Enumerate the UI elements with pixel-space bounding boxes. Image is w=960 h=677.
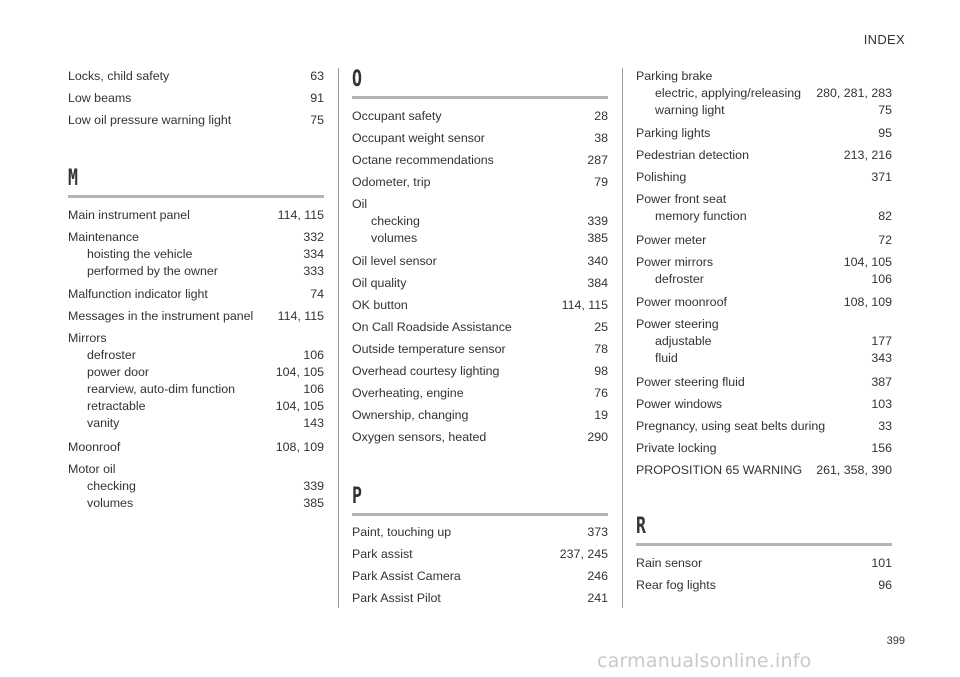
section-spacer bbox=[68, 131, 324, 167]
index-column-2 bbox=[352, 65, 608, 610]
section-letter-r: R bbox=[636, 514, 646, 539]
entry-label: Oil level sensor bbox=[352, 254, 437, 268]
entry-label: Power meter bbox=[636, 232, 707, 247]
subentry-pages: 339 bbox=[303, 478, 324, 493]
entry-pages: 340 bbox=[587, 254, 608, 268]
index-entry bbox=[352, 544, 608, 566]
entry-label: Malfunction indicator light bbox=[68, 287, 208, 301]
entry-pages: 103 bbox=[871, 396, 892, 411]
section-rule bbox=[636, 543, 892, 546]
index-entry-parent: Power steering bbox=[636, 317, 719, 331]
index-subentry bbox=[68, 246, 324, 263]
subentry-pages: 343 bbox=[871, 351, 892, 365]
entry-label: Pregnancy, using seat belts during bbox=[636, 418, 826, 433]
subentry-label: hoisting the vehicle bbox=[87, 246, 193, 261]
index-entry bbox=[352, 251, 608, 273]
index-entry bbox=[68, 436, 324, 458]
subentry-pages: 106 bbox=[303, 348, 324, 362]
subentry-label: defroster bbox=[87, 348, 136, 362]
entry-pages: 91 bbox=[310, 90, 324, 105]
section-rule bbox=[352, 513, 608, 516]
entry-pages: 156 bbox=[871, 440, 892, 455]
index-entry bbox=[636, 574, 892, 596]
column-divider bbox=[622, 68, 623, 608]
index-subentry bbox=[68, 398, 324, 415]
entry-pages: 33 bbox=[878, 418, 892, 433]
subentry-pages: 280, 281, 283 bbox=[816, 85, 892, 100]
entry-label: Main instrument panel bbox=[68, 207, 190, 222]
index-entry-parent: Parking brake bbox=[636, 68, 713, 83]
entry-pages: 96 bbox=[878, 577, 892, 592]
index-entry bbox=[352, 405, 608, 427]
page-header-title: INDEX bbox=[863, 32, 905, 47]
index-entry bbox=[68, 204, 324, 226]
entry-pages: 108, 109 bbox=[275, 439, 324, 454]
index-column-1 bbox=[68, 65, 324, 512]
entry-label: Power windows bbox=[636, 396, 723, 411]
entry-label: Outside temperature sensor bbox=[352, 342, 506, 356]
entry-label: Overheating, engine bbox=[352, 386, 464, 400]
index-entry bbox=[636, 229, 892, 251]
entry-label: On Call Roadside Assistance bbox=[352, 320, 512, 334]
index-entry bbox=[68, 109, 324, 131]
index-entry bbox=[68, 65, 324, 87]
index-entry-parent: Motor oil bbox=[68, 461, 116, 476]
entry-label: Power mirrors bbox=[636, 254, 714, 269]
entry-pages: 76 bbox=[594, 386, 608, 400]
entry-label: Occupant weight sensor bbox=[352, 130, 485, 145]
entry-pages: 72 bbox=[878, 232, 892, 247]
index-entry-parent: Oil bbox=[352, 196, 368, 211]
index-subentry bbox=[68, 415, 324, 432]
column-divider bbox=[338, 68, 339, 608]
index-subentry bbox=[636, 350, 892, 367]
index-subentry bbox=[352, 230, 608, 247]
index-entry bbox=[68, 284, 324, 306]
entry-pages: 332 bbox=[303, 229, 324, 244]
entry-pages: 246 bbox=[587, 569, 608, 583]
entry-pages: 261, 358, 390 bbox=[816, 462, 892, 477]
subentry-label: performed by the owner bbox=[87, 263, 218, 278]
entry-label: Park assist bbox=[352, 547, 413, 561]
subentry-pages: 339 bbox=[587, 213, 608, 228]
index-entry bbox=[68, 306, 324, 328]
subentry-pages: 104, 105 bbox=[275, 365, 324, 379]
index-subentry bbox=[68, 381, 324, 398]
index-entry-parent: Mirrors bbox=[68, 331, 107, 345]
subentry-pages: 334 bbox=[303, 246, 324, 261]
entry-pages: 114, 115 bbox=[277, 207, 324, 222]
entry-pages: 75 bbox=[310, 112, 324, 127]
index-subentry bbox=[636, 333, 892, 350]
subentry-label: retractable bbox=[87, 399, 146, 413]
entry-label: Rain sensor bbox=[636, 555, 703, 570]
index-subentry bbox=[352, 213, 608, 230]
subentry-label: memory function bbox=[655, 209, 747, 223]
subentry-pages: 75 bbox=[878, 102, 892, 117]
entry-pages: 108, 109 bbox=[843, 295, 892, 309]
entry-label: Power moonroof bbox=[636, 295, 727, 309]
index-entry bbox=[352, 127, 608, 149]
index-entry bbox=[636, 415, 892, 437]
index-entry-parent: Power front seat bbox=[636, 192, 727, 206]
subentry-pages: 177 bbox=[871, 334, 892, 348]
index-entry bbox=[352, 171, 608, 193]
section-letter-m: M bbox=[68, 166, 78, 191]
entry-pages: 28 bbox=[594, 108, 608, 123]
entry-pages: 63 bbox=[310, 68, 324, 83]
entry-pages: 74 bbox=[310, 287, 324, 301]
index-entry bbox=[352, 361, 608, 383]
entry-label: PROPOSITION 65 WARNING bbox=[636, 462, 803, 477]
section-rule bbox=[68, 195, 324, 198]
entry-pages: 25 bbox=[594, 320, 608, 334]
subentry-label: rearview, auto-dim function bbox=[87, 382, 236, 396]
index-entry bbox=[636, 371, 892, 393]
subentry-pages: 333 bbox=[303, 263, 324, 278]
page-number: 399 bbox=[886, 635, 905, 647]
entry-pages: 78 bbox=[594, 342, 608, 356]
subentry-label: warning light bbox=[655, 102, 725, 117]
index-subentry bbox=[68, 347, 324, 364]
entry-label: OK button bbox=[352, 298, 408, 312]
index-entry bbox=[636, 552, 892, 574]
subentry-label: volumes bbox=[87, 495, 134, 510]
subentry-pages: 385 bbox=[587, 230, 608, 245]
index-entry bbox=[636, 251, 892, 271]
entry-label: Parking lights bbox=[636, 126, 711, 140]
entry-label: Polishing bbox=[636, 170, 687, 184]
entry-pages: 114, 115 bbox=[561, 298, 608, 312]
index-entry bbox=[352, 295, 608, 317]
entry-label: Low oil pressure warning light bbox=[68, 112, 232, 127]
index-entry bbox=[352, 427, 608, 449]
entry-label: Occupant safety bbox=[352, 108, 442, 123]
entry-pages: 287 bbox=[587, 152, 608, 167]
index-subentry bbox=[68, 478, 324, 495]
watermark: carmanualsonline.info bbox=[597, 650, 812, 672]
entry-label: Low beams bbox=[68, 90, 132, 105]
index-entry bbox=[636, 292, 892, 314]
index-subentry bbox=[68, 364, 324, 381]
entry-pages: 213, 216 bbox=[843, 148, 892, 162]
subentry-pages: 143 bbox=[303, 416, 324, 430]
index-entry bbox=[636, 123, 892, 145]
subentry-label: power door bbox=[87, 365, 149, 379]
index-subentry bbox=[636, 208, 892, 225]
index-entry bbox=[352, 339, 608, 361]
entry-label: Octane recommendations bbox=[352, 152, 494, 167]
entry-label: Power steering fluid bbox=[636, 374, 745, 389]
section-rule bbox=[352, 96, 608, 99]
entry-pages: 104, 105 bbox=[843, 254, 892, 269]
index-entry bbox=[68, 87, 324, 109]
subentry-label: volumes bbox=[371, 230, 418, 245]
index-entry bbox=[68, 226, 324, 246]
entry-pages: 98 bbox=[594, 364, 608, 378]
entry-pages: 95 bbox=[878, 126, 892, 140]
subentry-pages: 106 bbox=[871, 271, 892, 286]
entry-label: Overhead courtesy lighting bbox=[352, 364, 500, 378]
index-subentry bbox=[636, 102, 892, 119]
entry-label: Ownership, changing bbox=[352, 408, 469, 422]
index-entry bbox=[636, 145, 892, 167]
section-letter-o: O bbox=[352, 67, 362, 92]
index-column-3 bbox=[636, 65, 892, 596]
entry-label: Maintenance bbox=[68, 229, 139, 244]
entry-label: Park Assist Camera bbox=[352, 569, 461, 583]
subentry-label: fluid bbox=[655, 351, 678, 365]
subentry-label: electric, applying/releasing bbox=[655, 85, 802, 100]
index-entry bbox=[636, 167, 892, 189]
index-entry bbox=[636, 393, 892, 415]
index-entry bbox=[636, 459, 892, 481]
subentry-pages: 385 bbox=[303, 495, 324, 510]
entry-label: Locks, child safety bbox=[68, 68, 170, 83]
entry-pages: 114, 115 bbox=[277, 309, 324, 323]
entry-pages: 371 bbox=[871, 170, 892, 184]
subentry-label: vanity bbox=[87, 416, 120, 430]
entry-label: Pedestrian detection bbox=[636, 148, 749, 162]
entry-label: Moonroof bbox=[68, 439, 121, 454]
entry-label: Rear fog lights bbox=[636, 577, 716, 592]
index-entry bbox=[352, 273, 608, 295]
entry-pages: 241 bbox=[587, 591, 608, 605]
entry-label: Park Assist Pilot bbox=[352, 591, 441, 605]
section-spacer bbox=[352, 449, 608, 485]
entry-pages: 387 bbox=[871, 374, 892, 389]
subentry-label: defroster bbox=[655, 271, 704, 286]
entry-pages: 101 bbox=[871, 555, 892, 570]
index-entry bbox=[352, 105, 608, 127]
subentry-label: checking bbox=[87, 478, 136, 493]
entry-label: Messages in the instrument panel bbox=[68, 309, 254, 323]
subentry-pages: 104, 105 bbox=[275, 399, 324, 413]
index-entry bbox=[352, 317, 608, 339]
entry-pages: 384 bbox=[587, 276, 608, 290]
section-spacer bbox=[636, 481, 892, 515]
index-subentry bbox=[68, 495, 324, 512]
subentry-pages: 82 bbox=[878, 209, 892, 223]
entry-pages: 38 bbox=[594, 130, 608, 145]
index-entry bbox=[352, 588, 608, 610]
index-subentry bbox=[636, 85, 892, 102]
entry-label: Odometer, trip bbox=[352, 174, 431, 189]
entry-pages: 19 bbox=[594, 408, 608, 422]
index-entry bbox=[636, 437, 892, 459]
index-entry bbox=[352, 566, 608, 588]
entry-pages: 290 bbox=[587, 430, 608, 444]
entry-pages: 79 bbox=[594, 174, 608, 189]
entry-label: Paint, touching up bbox=[352, 525, 452, 539]
entry-pages: 237, 245 bbox=[559, 547, 608, 561]
subentry-label: adjustable bbox=[655, 334, 712, 348]
entry-pages: 373 bbox=[587, 525, 608, 539]
entry-label: Private locking bbox=[636, 440, 717, 455]
index-subentry bbox=[636, 271, 892, 288]
index-subentry bbox=[68, 263, 324, 280]
index-entry bbox=[352, 522, 608, 544]
index-entry bbox=[352, 383, 608, 405]
entry-label: Oil quality bbox=[352, 276, 407, 290]
subentry-pages: 106 bbox=[303, 382, 324, 396]
entry-label: Oxygen sensors, heated bbox=[352, 430, 487, 444]
section-letter-p: P bbox=[352, 483, 362, 509]
subentry-label: checking bbox=[371, 213, 420, 228]
index-entry bbox=[352, 149, 608, 171]
